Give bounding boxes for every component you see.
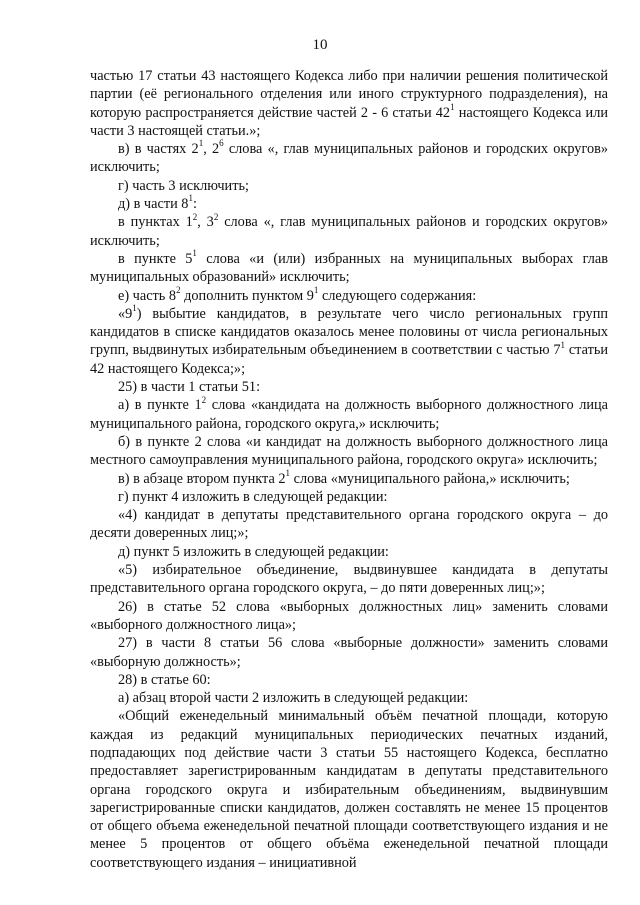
paragraph-text: «5) избирательное объединение, выдвинувшее кандидата в депутаты представительного органа городского округа, – до пяти доверенных лиц;»; [90,562,608,597]
paragraph-text: , 3 [197,214,214,231]
paragraph [90,488,608,506]
paragraph-text: следующего содержания: [318,287,477,304]
paragraph-text: «4) кандидат в депутаты представительного органа городского округа – до десяти доверенных лиц;»; [90,507,608,542]
superscript: 1 [285,467,291,478]
paragraph-text: слова «и (или) избранных на муниципальных выборах глав муниципальных образований» исключить; [90,250,608,286]
paragraph-text: а) в пункте 1 [118,397,202,414]
paragraph-text: частью 17 статьи 43 настоящего Кодекса либо при наличии решения политической партии (её регионального отделения или иного структурного подразделения), на которую распространяется действие частей 2 - 6 статьи 42 [90,68,608,121]
paragraph-text: , 2 [203,141,220,158]
paragraph [90,433,608,470]
paragraph-text: б) в пункте 2 слова «и кандидат на должность выборного должностного лица местного самоуправления муниципального района, городского округа» исключить; [90,433,608,469]
paragraph [90,561,608,598]
paragraph-text: д) в части 8 [118,196,189,213]
superscript: 1 [450,101,455,112]
paragraph-text: статьи 42 настоящего Кодекса;»; [90,342,608,377]
paragraph [90,543,608,561]
paragraph-text: «Общий еженедельный минимальный объём печатной площади, которую каждая из редакций муниципальных периодических печатных изданий, подпадающих под действие части 3 статьи 55 настоящего Кодекса, бесплатно предоставляет зарегистрированным кандидатам в депутаты представительного органа городского округа и избирательным объединениям, выдвинувшим зарегистрированные списки кандидатов, должен составлять не менее 15 процентов от общего объема еженедельной печатной площади соответствующего издания и не менее 5 процентов от общего объёма еженедельной печатной площади соответствующего издания – инициативной [90,708,608,871]
paragraph [90,378,608,396]
paragraph-text: в пункте 5 [118,250,193,267]
paragraph-text: ) выбытие кандидатов, в результате чего число региональных групп кандидатов в списке кандидатов оказалось менее половины от числа региональных групп, выдвинутых избирательным объединением в соответствии с частью 7 [90,305,608,359]
paragraph [90,396,608,433]
superscript: 1 [313,284,319,295]
paragraph-text: в) в частях 2 [118,141,199,158]
superscript: 2 [176,284,181,295]
superscript: 1 [560,339,566,350]
paragraph-text: в) в абзаце втором пункта 2 [118,470,286,487]
paragraph-text: 25) в части 1 статьи 51: [118,379,261,396]
paragraph-text: слова «кандидата на должность выборного должностного лица муниципального района, городского округа,» исключить; [90,397,608,432]
paragraph [90,707,608,872]
paragraph-text: 28) в статье 60: [118,671,211,688]
paragraph-text: 27) в части 8 статьи 56 слова «выборные должности» заменить словами «выборную должность»; [90,635,608,670]
paragraph [90,250,608,287]
paragraph-text: 26) в статье 52 слова «выборных должностных лиц» заменить словами «выборного должностного лица»; [90,598,608,633]
superscript: 2 [192,211,198,222]
paragraph-text: настоящего Кодекса или части 3 настоящей статьи.»; [90,104,608,139]
superscript: 1 [188,193,193,204]
superscript: 1 [132,303,137,314]
paragraph-text: : [192,196,197,213]
paragraph [90,177,608,195]
superscript: 2 [201,394,207,405]
paragraph-text: д) пункт 5 изложить в следующей редакции: [118,543,389,560]
paragraph-text: г) пункт 4 изложить в следующей редакции: [118,488,388,505]
paragraph-text: е) часть 8 [118,287,177,304]
superscript: 1 [192,248,197,259]
paragraph-text: г) часть 3 исключить; [118,177,249,194]
paragraph [90,67,608,140]
paragraph [90,634,608,671]
paragraph [90,140,608,177]
paragraph-text: слова «муниципального района,» исключить; [290,470,570,487]
paragraph [90,689,608,707]
paragraph [90,506,608,543]
paragraph [90,213,608,250]
paragraph-text: в пунктах 1 [118,214,193,231]
superscript: 6 [219,138,224,149]
paragraph [90,305,608,378]
paragraph [90,467,608,488]
superscript: 1 [198,138,204,149]
paragraph [90,671,608,689]
page-number: 10 [312,37,328,53]
paragraph [90,195,608,213]
paragraph-text: слова «, глав муниципальных районов и городских округов» исключить; [90,141,608,176]
paragraph-text: «9 [118,305,133,322]
paragraph [90,598,608,635]
paragraph-text: а) абзац второй части 2 изложить в следующей редакции: [118,690,469,707]
paragraph-text: дополнить пунктом 9 [180,287,314,304]
document-body [90,67,608,872]
paragraph-text: слова «, глав муниципальных районов и городских округов» исключить; [90,214,608,249]
paragraph [90,284,608,305]
superscript: 2 [213,211,219,222]
